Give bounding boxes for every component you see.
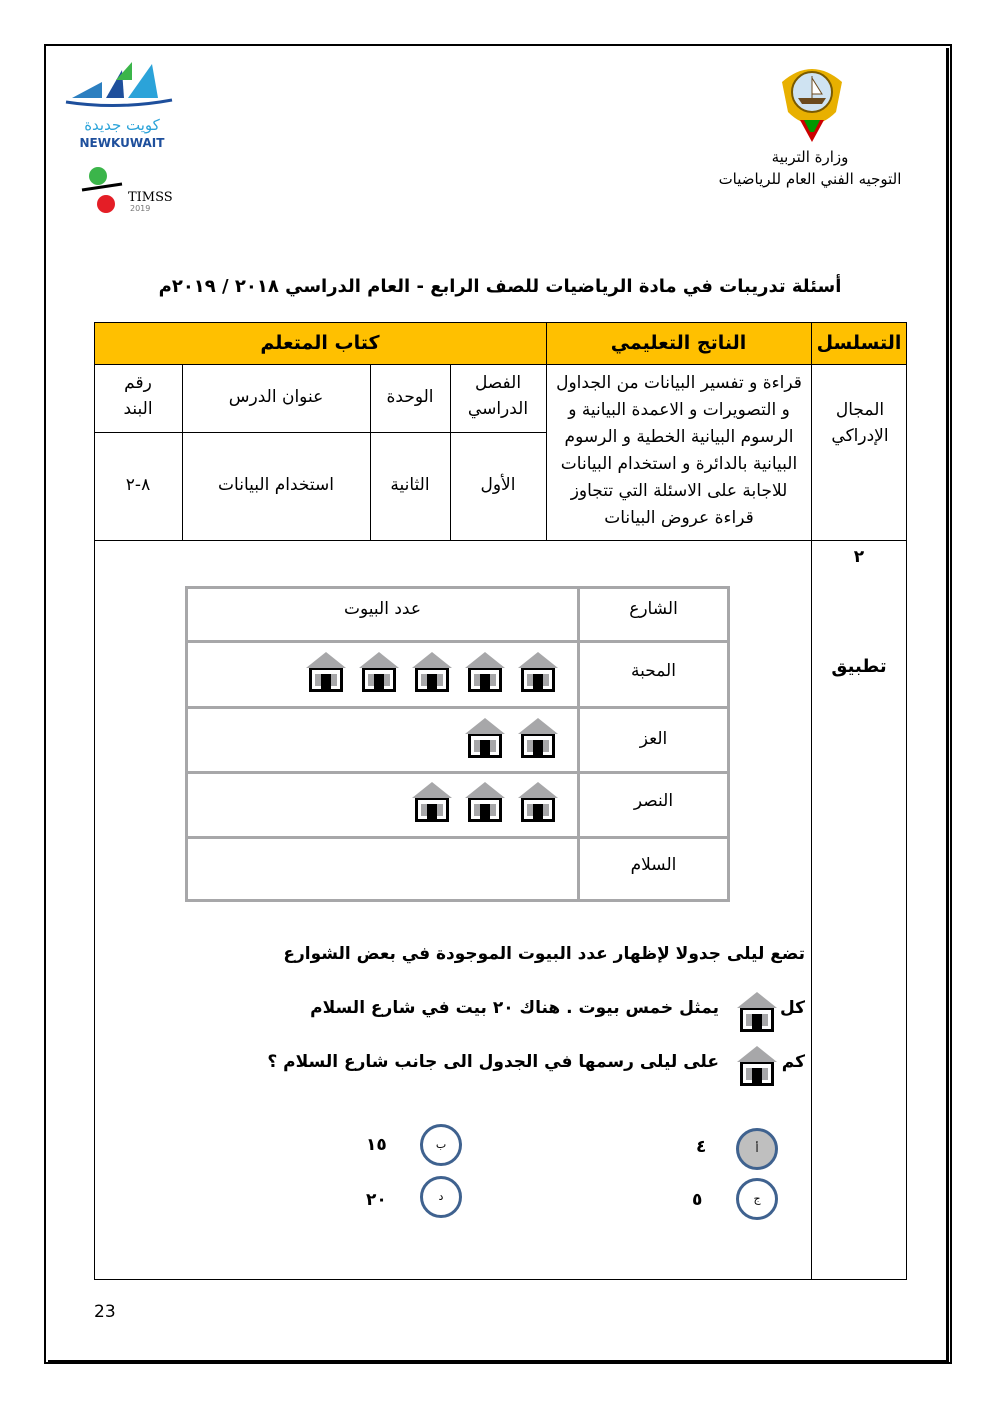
street-name: المحبة [631,661,676,681]
street-name: النصر [633,791,674,811]
option-b-value: ١٥ [366,1135,387,1155]
option-c-value: ٥ [692,1190,703,1210]
subheader-unit: الوحدة [386,387,434,407]
option-c-circle[interactable]: ج [736,1178,778,1220]
timss-label: TIMSS [128,190,173,205]
question-line-3: على ليلى رسمها في الجدول الى جانب شارع السلام ؟ [267,1052,719,1072]
house-icon [517,650,559,694]
page-title: أسئلة تدريبات في مادة الرياضيات للصف الرابع - العام الدراسي ٢٠١٨ / ٢٠١٩م [158,276,842,297]
house-icon [517,780,559,824]
column-street: الشارع [629,599,678,619]
timss-logo-icon [78,160,126,216]
house-icon [736,990,778,1034]
question-line-2-start: كل [779,998,805,1018]
house-icon [464,780,506,824]
timss-year: 2019 [130,204,151,213]
new-kuwait-ar: كويت جديدة [84,116,160,134]
street-name: السلام [630,855,677,875]
question-line-3-start: كم [781,1052,805,1072]
house-icon [358,650,400,694]
header-book: كتاب المتعلم [260,332,380,354]
page-number: 23 [94,1302,116,1322]
option-b-circle[interactable]: ب [420,1124,462,1166]
column-house-count: عدد البيوت [344,599,421,619]
kuwait-emblem-logo [774,62,850,144]
new-kuwait-logo [62,60,174,115]
new-kuwait-en: NEWKUWAIT [79,136,165,150]
option-a-value: ٤ [696,1137,707,1157]
header-serial: التسلسل [816,332,902,354]
ministry-name: وزارة التربية [771,148,849,166]
question-line-1: تضع ليلى جدولا لإظهار عدد البيوت الموجودة في بعض الشوارع [283,944,805,964]
option-d-value: ٢٠ [366,1190,387,1210]
department-name: التوجيه الفني العام للرياضيات [718,170,902,188]
serial-number: ٢ [853,547,865,567]
house-icon [464,650,506,694]
cognitive-level: تطبيق [831,656,887,677]
house-icon [305,650,347,694]
value-item: ٨-٢ [125,475,151,495]
cognitive-domain: المجال الإدراكي [831,400,889,446]
header-outcome: الناتج التعليمي [610,332,747,354]
house-icon [411,780,453,824]
outcome-text: قراءة و تفسير البيانات من الجداول و التصويرات و الاعمدة البيانية و الرسوم البيانية الخطية و الرسوم البيانية بالدائرة و استخدام البيانات للاجابة على الاسئلة التي تتجاوز قراءة عروض البيانات [556,373,802,528]
value-lesson: استخدام البيانات [218,475,334,495]
subheader-item: رقم البند [123,373,153,419]
value-semester: الأول [480,475,516,495]
value-unit: الثانية [390,475,430,495]
house-icon [736,1044,778,1088]
house-icon [411,650,453,694]
option-a-circle[interactable]: أ [736,1128,778,1170]
subheader-semester: الفصل الدراسي [467,373,529,419]
question-line-2: يمثل خمس بيوت . هناك ٢٠ بيت في شارع السلام [310,998,719,1018]
house-icon [517,716,559,760]
option-d-circle[interactable]: د [420,1176,462,1218]
house-icon [464,716,506,760]
subheader-lesson: عنوان الدرس [228,387,324,407]
street-name: العز [639,729,668,749]
